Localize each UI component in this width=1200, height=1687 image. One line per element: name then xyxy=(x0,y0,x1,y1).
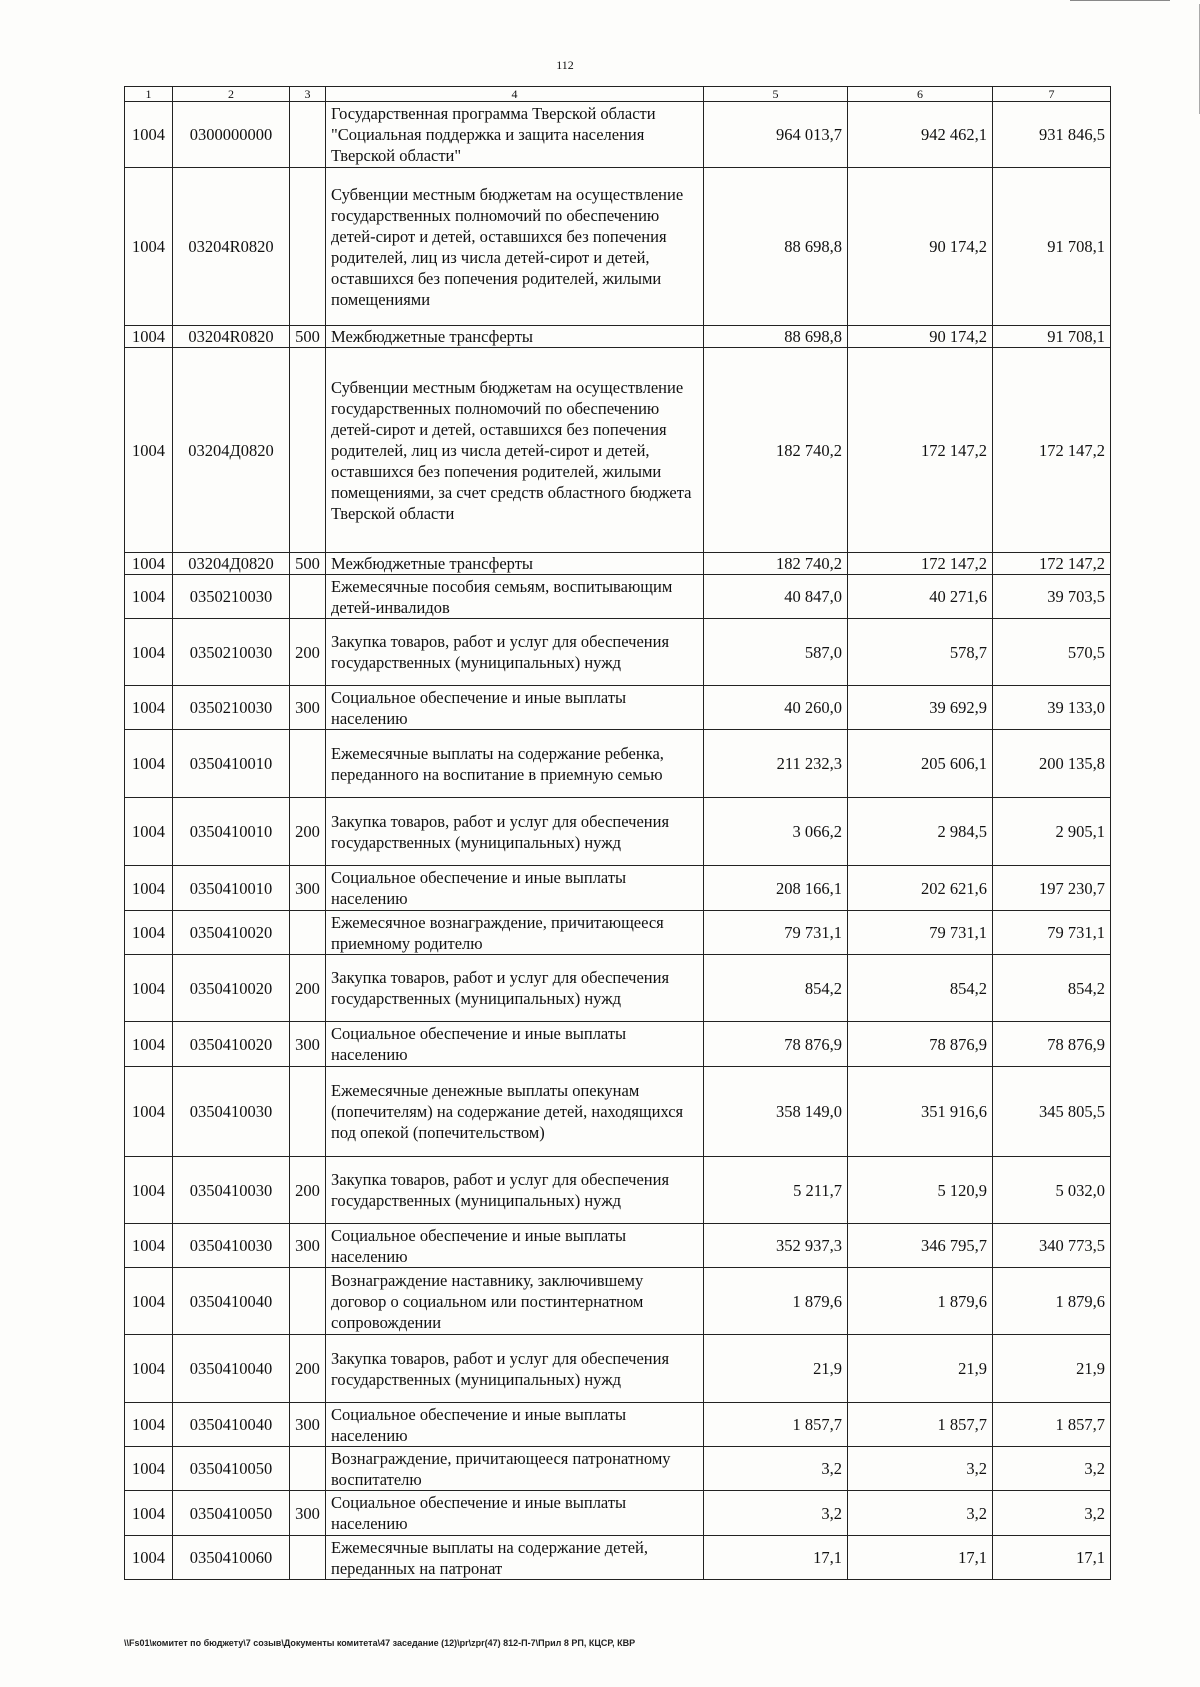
expense-type-code-cell xyxy=(290,168,326,326)
amount-cell-col6: 2 984,5 xyxy=(848,798,993,866)
amount-cell-col5: 21,9 xyxy=(704,1335,848,1403)
table-row xyxy=(125,1536,1111,1580)
table-row xyxy=(125,1268,1111,1335)
table-row xyxy=(125,575,1111,619)
section-code-cell: 1004 xyxy=(125,955,173,1022)
column-number-row xyxy=(125,87,1111,102)
amount-cell-col7: 200 135,8 xyxy=(993,730,1111,798)
description-cell: Ежемесячные пособия семьям, воспитывающим детей-инвалидов xyxy=(326,575,704,619)
section-code-cell: 1004 xyxy=(125,686,173,730)
table-row xyxy=(125,798,1111,866)
section-code-cell: 1004 xyxy=(125,1224,173,1268)
expense-type-code-cell: 200 xyxy=(290,1335,326,1403)
expense-type-code-cell: 200 xyxy=(290,619,326,686)
table-row xyxy=(125,1491,1111,1536)
expense-type-code-cell xyxy=(290,911,326,955)
amount-cell-col7: 340 773,5 xyxy=(993,1224,1111,1268)
description-cell: Межбюджетные трансферты xyxy=(326,553,704,575)
amount-cell-col7: 3,2 xyxy=(993,1491,1111,1536)
expense-type-code-cell xyxy=(290,1268,326,1335)
target-article-code-cell: 0350210030 xyxy=(173,619,290,686)
description-cell: Закупка товаров, работ и услуг для обеспечения государственных (муниципальных) нужд xyxy=(326,1335,704,1403)
column-header: 4 xyxy=(326,87,704,102)
table-row xyxy=(125,168,1111,326)
table-row xyxy=(125,866,1111,911)
amount-cell-col6: 90 174,2 xyxy=(848,326,993,348)
amount-cell-col5: 40 260,0 xyxy=(704,686,848,730)
amount-cell-col6: 578,7 xyxy=(848,619,993,686)
section-code-cell: 1004 xyxy=(125,1536,173,1580)
amount-cell-col7: 5 032,0 xyxy=(993,1157,1111,1224)
amount-cell-col5: 3,2 xyxy=(704,1491,848,1536)
expense-type-code-cell: 200 xyxy=(290,955,326,1022)
amount-cell-col7: 570,5 xyxy=(993,619,1111,686)
amount-cell-col6: 5 120,9 xyxy=(848,1157,993,1224)
section-code-cell: 1004 xyxy=(125,619,173,686)
amount-cell-col7: 78 876,9 xyxy=(993,1022,1111,1067)
target-article-code-cell: 03204Д0820 xyxy=(173,553,290,575)
expense-type-code-cell: 300 xyxy=(290,1403,326,1447)
table-row xyxy=(125,619,1111,686)
amount-cell-col7: 79 731,1 xyxy=(993,911,1111,955)
amount-cell-col7: 91 708,1 xyxy=(993,326,1111,348)
target-article-code-cell: 0350410030 xyxy=(173,1067,290,1157)
table-row xyxy=(125,730,1111,798)
amount-cell-col7: 854,2 xyxy=(993,955,1111,1022)
table-row xyxy=(125,911,1111,955)
section-code-cell: 1004 xyxy=(125,348,173,553)
expense-type-code-cell: 300 xyxy=(290,1224,326,1268)
amount-cell-col6: 205 606,1 xyxy=(848,730,993,798)
expense-type-code-cell: 500 xyxy=(290,553,326,575)
amount-cell-col6: 351 916,6 xyxy=(848,1067,993,1157)
amount-cell-col7: 21,9 xyxy=(993,1335,1111,1403)
amount-cell-col6: 172 147,2 xyxy=(848,553,993,575)
target-article-code-cell: 0350210030 xyxy=(173,575,290,619)
amount-cell-col5: 352 937,3 xyxy=(704,1224,848,1268)
column-header: 5 xyxy=(704,87,848,102)
description-cell: Закупка товаров, работ и услуг для обеспечения государственных (муниципальных) нужд xyxy=(326,955,704,1022)
expense-type-code-cell: 200 xyxy=(290,798,326,866)
target-article-code-cell: 0350410040 xyxy=(173,1403,290,1447)
amount-cell-col6: 854,2 xyxy=(848,955,993,1022)
column-header: 1 xyxy=(125,87,173,102)
expense-type-code-cell: 300 xyxy=(290,686,326,730)
target-article-code-cell: 0350410060 xyxy=(173,1536,290,1580)
expense-type-code-cell: 300 xyxy=(290,866,326,911)
amount-cell-col7: 172 147,2 xyxy=(993,348,1111,553)
amount-cell-col5: 358 149,0 xyxy=(704,1067,848,1157)
target-article-code-cell: 0350410010 xyxy=(173,730,290,798)
amount-cell-col7: 3,2 xyxy=(993,1447,1111,1491)
table-body xyxy=(125,102,1111,1580)
amount-cell-col5: 182 740,2 xyxy=(704,553,848,575)
amount-cell-col5: 587,0 xyxy=(704,619,848,686)
table-row xyxy=(125,1224,1111,1268)
amount-cell-col5: 3 066,2 xyxy=(704,798,848,866)
amount-cell-col5: 854,2 xyxy=(704,955,848,1022)
section-code-cell: 1004 xyxy=(125,168,173,326)
target-article-code-cell: 03204R0820 xyxy=(173,326,290,348)
section-code-cell: 1004 xyxy=(125,1067,173,1157)
section-code-cell: 1004 xyxy=(125,1022,173,1067)
amount-cell-col7: 1 857,7 xyxy=(993,1403,1111,1447)
amount-cell-col6: 90 174,2 xyxy=(848,168,993,326)
amount-cell-col6: 78 876,9 xyxy=(848,1022,993,1067)
amount-cell-col5: 17,1 xyxy=(704,1536,848,1580)
section-code-cell: 1004 xyxy=(125,1335,173,1403)
description-cell: Вознаграждение, причитающееся патронатному воспитателю xyxy=(326,1447,704,1491)
section-code-cell: 1004 xyxy=(125,730,173,798)
column-header: 2 xyxy=(173,87,290,102)
description-cell: Социальное обеспечение и иные выплаты населению xyxy=(326,1491,704,1536)
amount-cell-col7: 931 846,5 xyxy=(993,102,1111,168)
amount-cell-col6: 3,2 xyxy=(848,1447,993,1491)
description-cell: Закупка товаров, работ и услуг для обеспечения государственных (муниципальных) нужд xyxy=(326,798,704,866)
amount-cell-col7: 197 230,7 xyxy=(993,866,1111,911)
amount-cell-col7: 1 879,6 xyxy=(993,1268,1111,1335)
description-cell: Закупка товаров, работ и услуг для обеспечения государственных (муниципальных) нужд xyxy=(326,619,704,686)
table-row xyxy=(125,955,1111,1022)
amount-cell-col6: 172 147,2 xyxy=(848,348,993,553)
section-code-cell: 1004 xyxy=(125,866,173,911)
column-header: 6 xyxy=(848,87,993,102)
amount-cell-col6: 1 857,7 xyxy=(848,1403,993,1447)
amount-cell-col5: 3,2 xyxy=(704,1447,848,1491)
section-code-cell: 1004 xyxy=(125,1403,173,1447)
description-cell: Субвенции местным бюджетам на осуществление государственных полномочий по обеспечению детей-сирот и детей, оставшихся без попечения родителей, лиц из числа детей-сирот и детей, оставшихся без попечения родителей, жилыми помещениями, за счет средств областного бюджета Тверской области xyxy=(326,348,704,553)
description-cell: Вознаграждение наставнику, заключившему договор о социальном или постинтернатном сопровождении xyxy=(326,1268,704,1335)
section-code-cell: 1004 xyxy=(125,911,173,955)
amount-cell-col6: 202 621,6 xyxy=(848,866,993,911)
amount-cell-col5: 5 211,7 xyxy=(704,1157,848,1224)
amount-cell-col7: 345 805,5 xyxy=(993,1067,1111,1157)
section-code-cell: 1004 xyxy=(125,575,173,619)
table-row xyxy=(125,686,1111,730)
amount-cell-col7: 91 708,1 xyxy=(993,168,1111,326)
section-code-cell: 1004 xyxy=(125,1491,173,1536)
target-article-code-cell: 0350410020 xyxy=(173,1022,290,1067)
expense-type-code-cell: 200 xyxy=(290,1157,326,1224)
amount-cell-col6: 1 879,6 xyxy=(848,1268,993,1335)
description-cell: Ежемесячные выплаты на содержание ребенка, переданного на воспитание в приемную семью xyxy=(326,730,704,798)
table-row xyxy=(125,1157,1111,1224)
description-cell: Социальное обеспечение и иные выплаты населению xyxy=(326,1022,704,1067)
description-cell: Социальное обеспечение и иные выплаты населению xyxy=(326,1224,704,1268)
amount-cell-col7: 17,1 xyxy=(993,1536,1111,1580)
target-article-code-cell: 0350410050 xyxy=(173,1491,290,1536)
description-cell: Государственная программа Тверской области "Социальная поддержка и защита населения Тверской области" xyxy=(326,102,704,168)
expense-type-code-cell xyxy=(290,348,326,553)
table-row xyxy=(125,1067,1111,1157)
section-code-cell: 1004 xyxy=(125,1157,173,1224)
amount-cell-col5: 182 740,2 xyxy=(704,348,848,553)
amount-cell-col5: 1 879,6 xyxy=(704,1268,848,1335)
target-article-code-cell: 0350410010 xyxy=(173,866,290,911)
table-row xyxy=(125,348,1111,553)
amount-cell-col5: 211 232,3 xyxy=(704,730,848,798)
amount-cell-col7: 39 133,0 xyxy=(993,686,1111,730)
amount-cell-col5: 964 013,7 xyxy=(704,102,848,168)
section-code-cell: 1004 xyxy=(125,102,173,168)
description-cell: Социальное обеспечение и иные выплаты населению xyxy=(326,686,704,730)
target-article-code-cell: 0300000000 xyxy=(173,102,290,168)
expense-type-code-cell xyxy=(290,1536,326,1580)
amount-cell-col5: 88 698,8 xyxy=(704,168,848,326)
expense-type-code-cell xyxy=(290,1447,326,1491)
amount-cell-col7: 39 703,5 xyxy=(993,575,1111,619)
description-cell: Социальное обеспечение и иные выплаты населению xyxy=(326,1403,704,1447)
scan-edge-line xyxy=(1070,0,1170,1)
amount-cell-col6: 40 271,6 xyxy=(848,575,993,619)
expense-type-code-cell: 300 xyxy=(290,1491,326,1536)
target-article-code-cell: 03204Д0820 xyxy=(173,348,290,553)
description-cell: Ежемесячное вознаграждение, причитающееся приемному родителю xyxy=(326,911,704,955)
amount-cell-col5: 1 857,7 xyxy=(704,1403,848,1447)
description-cell: Ежемесячные выплаты на содержание детей, переданных на патронат xyxy=(326,1536,704,1580)
table-row xyxy=(125,1403,1111,1447)
table-row xyxy=(125,553,1111,575)
description-cell: Субвенции местным бюджетам на осуществление государственных полномочий по обеспечению детей-сирот и детей, оставшихся без попечения родителей, лиц из числа детей-сирот и детей, оставшихся без попечения родителей, жилыми помещениями xyxy=(326,168,704,326)
target-article-code-cell: 0350410030 xyxy=(173,1224,290,1268)
amount-cell-col6: 21,9 xyxy=(848,1335,993,1403)
description-cell: Ежемесячные денежные выплаты опекунам (попечителям) на содержание детей, находящихся под опекой (попечительством) xyxy=(326,1067,704,1157)
expense-type-code-cell: 300 xyxy=(290,1022,326,1067)
column-header: 3 xyxy=(290,87,326,102)
table-row xyxy=(125,326,1111,348)
target-article-code-cell: 0350410020 xyxy=(173,955,290,1022)
target-article-code-cell: 0350410030 xyxy=(173,1157,290,1224)
column-header: 7 xyxy=(993,87,1111,102)
target-article-code-cell: 0350210030 xyxy=(173,686,290,730)
expense-type-code-cell xyxy=(290,575,326,619)
target-article-code-cell: 0350410040 xyxy=(173,1335,290,1403)
file-path-footer: \\Fs01\комитет по бюджету\7 созыв\Документы комитета\47 заседание (12)\pr\zpr(47) 812-П-7\Прил 8 РП, КЦСР, КВР xyxy=(124,1638,636,1648)
section-code-cell: 1004 xyxy=(125,798,173,866)
description-cell: Межбюджетные трансферты xyxy=(326,326,704,348)
section-code-cell: 1004 xyxy=(125,326,173,348)
amount-cell-col6: 3,2 xyxy=(848,1491,993,1536)
page-number: 112 xyxy=(556,58,574,72)
expense-type-code-cell xyxy=(290,730,326,798)
amount-cell-col6: 942 462,1 xyxy=(848,102,993,168)
amount-cell-col5: 208 166,1 xyxy=(704,866,848,911)
table-row xyxy=(125,102,1111,168)
target-article-code-cell: 03204R0820 xyxy=(173,168,290,326)
amount-cell-col7: 2 905,1 xyxy=(993,798,1111,866)
table-row xyxy=(125,1335,1111,1403)
target-article-code-cell: 0350410020 xyxy=(173,911,290,955)
section-code-cell: 1004 xyxy=(125,1447,173,1491)
target-article-code-cell: 0350410010 xyxy=(173,798,290,866)
section-code-cell: 1004 xyxy=(125,553,173,575)
target-article-code-cell: 0350410040 xyxy=(173,1268,290,1335)
amount-cell-col6: 346 795,7 xyxy=(848,1224,993,1268)
expense-type-code-cell xyxy=(290,1067,326,1157)
amount-cell-col5: 88 698,8 xyxy=(704,326,848,348)
amount-cell-col5: 79 731,1 xyxy=(704,911,848,955)
expense-type-code-cell: 500 xyxy=(290,326,326,348)
table-row xyxy=(125,1447,1111,1491)
table-row xyxy=(125,1022,1111,1067)
section-code-cell: 1004 xyxy=(125,1268,173,1335)
description-cell: Закупка товаров, работ и услуг для обеспечения государственных (муниципальных) нужд xyxy=(326,1157,704,1224)
target-article-code-cell: 0350410050 xyxy=(173,1447,290,1491)
budget-table xyxy=(124,86,1111,1580)
expense-type-code-cell xyxy=(290,102,326,168)
description-cell: Социальное обеспечение и иные выплаты населению xyxy=(326,866,704,911)
amount-cell-col5: 40 847,0 xyxy=(704,575,848,619)
amount-cell-col6: 39 692,9 xyxy=(848,686,993,730)
amount-cell-col5: 78 876,9 xyxy=(704,1022,848,1067)
amount-cell-col6: 17,1 xyxy=(848,1536,993,1580)
amount-cell-col6: 79 731,1 xyxy=(848,911,993,955)
amount-cell-col7: 172 147,2 xyxy=(993,553,1111,575)
